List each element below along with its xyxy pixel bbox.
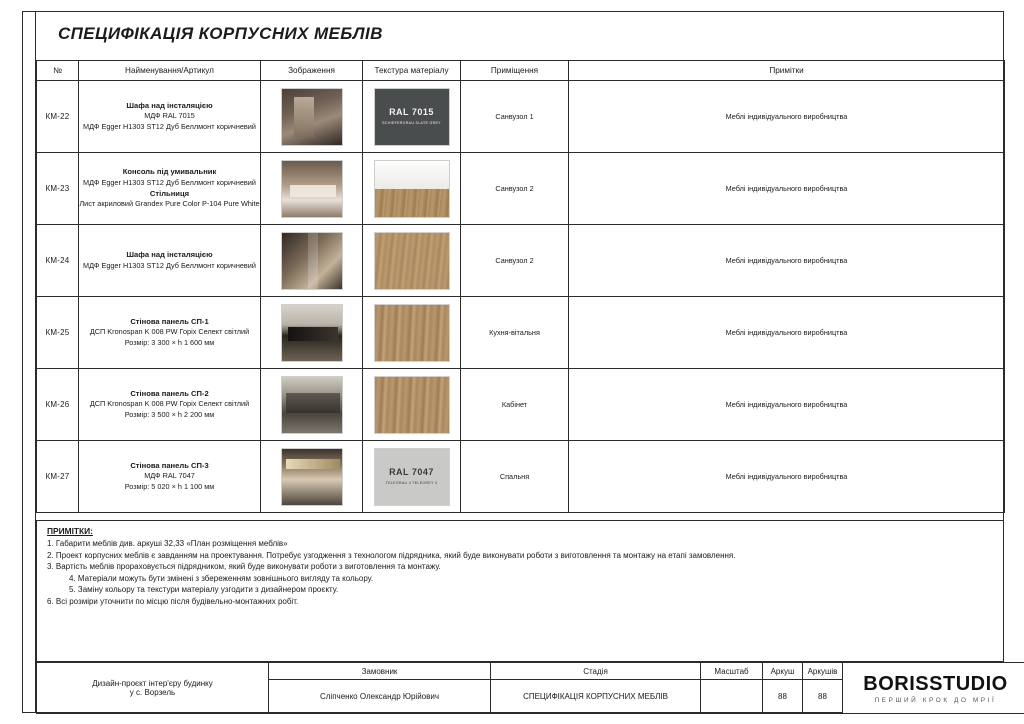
table-row xyxy=(37,225,1005,297)
row-name xyxy=(79,369,261,441)
row-number: КМ-27 xyxy=(37,441,79,513)
row-image xyxy=(261,297,363,369)
row-room: Санвузол 1 xyxy=(461,81,569,153)
project-object-line-1: Дизайн-проєкт інтер'єру будинку xyxy=(92,679,213,688)
row-name-line-2: Лист акриловий Grandex Pure Color P-104 Pure White xyxy=(79,199,260,209)
page-title: СПЕЦИФІКАЦІЯ КОРПУСНИХ МЕБЛІВ xyxy=(58,24,383,43)
notes-list xyxy=(47,538,993,608)
row-name-line-1: МДФ RAL 7015 xyxy=(144,111,195,121)
table-row xyxy=(37,81,1005,153)
furniture-photo-thumbnail xyxy=(281,88,343,146)
row-number: КМ-24 xyxy=(37,225,79,297)
note-item: 3. Вартість меблів прораховується підрядником, який буде виконувати роботи з виготовлення та монтажу. xyxy=(47,562,441,572)
sheets-value: 88 xyxy=(803,680,843,714)
header-num: № xyxy=(37,61,79,81)
texture-swatch-wood xyxy=(374,304,450,362)
logo-tagline: ПЕРШИЙ КРОК ДО МРІЇ xyxy=(874,696,997,704)
row-texture xyxy=(363,369,461,441)
row-texture xyxy=(363,153,461,225)
table-header-row xyxy=(37,61,1005,81)
texture-swatch-ral xyxy=(374,448,450,506)
row-name xyxy=(79,297,261,369)
customer-value: Сліпченко Олександр Юрійович xyxy=(269,680,491,714)
row-name-line-2: Розмір: 3 300 × h 1 600 мм xyxy=(124,337,215,347)
logo-wrapper xyxy=(843,663,1024,713)
row-note: Меблі індивідуального виробництва xyxy=(569,153,1005,225)
sheet-value: 88 xyxy=(763,680,803,714)
row-texture xyxy=(363,297,461,369)
stage-value: СПЕЦИФІКАЦІЯ КОРПУСНИХ МЕБЛІВ xyxy=(491,680,701,714)
row-name xyxy=(79,153,261,225)
note-item: 6. Всі розміри уточнити по місцю після будівельно-монтажних робіт. xyxy=(47,596,299,606)
table-row xyxy=(37,369,1005,441)
furniture-photo-thumbnail xyxy=(281,448,343,506)
stage-label: Стадія xyxy=(491,663,701,680)
note-item: 5. Заміну кольору та текстури матеріалу узгодити з дизайнером проєкту. xyxy=(69,585,339,595)
scale-value xyxy=(701,680,763,714)
project-object xyxy=(37,663,269,714)
header-image: Зображення xyxy=(261,61,363,81)
row-note: Меблі індивідуального виробництва xyxy=(569,369,1005,441)
row-name xyxy=(79,81,261,153)
note-item: 1. Габарити меблів див. аркуші 32,33 «План розміщення меблів» xyxy=(47,539,288,548)
ral-code-label: RAL 7047 xyxy=(389,467,434,477)
sheet-label: Аркуш xyxy=(763,663,803,680)
ral-name-label: SCHIEFERGRAU SLATE GREY xyxy=(382,121,441,125)
row-name xyxy=(79,441,261,513)
row-room: Санвузол 2 xyxy=(461,153,569,225)
note-item: 2. Проект корпусних меблів є завданням на проектування. Потребує узгодження з технологом підрядника, який буде виконувати роботи з виготовлення та монтажу на етапі замовлення. xyxy=(47,550,736,560)
row-image xyxy=(261,81,363,153)
ral-code-label: RAL 7015 xyxy=(389,107,434,117)
title-block xyxy=(36,662,1024,714)
customer-label: Замовник xyxy=(269,663,491,680)
row-name-line-1: МДФ Egger H1303 ST12 Дуб Беллмонт коричневий xyxy=(83,260,256,270)
notes-block xyxy=(36,520,1004,662)
row-room: Спальня xyxy=(461,441,569,513)
sheets-label: Аркушів xyxy=(803,663,843,680)
row-name-line-1: ДСП Kronospan K 008 PW Горіх Селект світлий xyxy=(89,399,250,409)
texture-swatch-wood xyxy=(375,189,449,217)
furniture-photo-thumbnail xyxy=(281,376,343,434)
row-note: Меблі індивідуального виробництва xyxy=(569,297,1005,369)
title-block-header-row xyxy=(37,663,1024,680)
row-name-title: Шафа над інсталяцією xyxy=(126,249,213,259)
texture-swatch-wood xyxy=(374,232,450,290)
table-row xyxy=(37,441,1005,513)
row-name-line-2: Розмір: 3 500 × h 2 200 мм xyxy=(124,409,215,419)
studio-logo xyxy=(843,663,1024,714)
texture-swatch-white xyxy=(375,161,449,189)
furniture-photo-thumbnail xyxy=(281,304,343,362)
row-texture xyxy=(363,225,461,297)
row-note: Меблі індивідуального виробництва xyxy=(569,81,1005,153)
row-name-line-1: ДСП Kronospan K 008 PW Горіх Селект світлий xyxy=(89,327,250,337)
row-number: КМ-23 xyxy=(37,153,79,225)
row-number: КМ-22 xyxy=(37,81,79,153)
row-note: Меблі індивідуального виробництва xyxy=(569,225,1005,297)
table-row xyxy=(37,153,1005,225)
texture-swatch-wood xyxy=(374,376,450,434)
specification-table xyxy=(36,60,1005,513)
project-object-line-2: у с. Ворзель xyxy=(129,688,176,697)
row-room: Санвузол 2 xyxy=(461,225,569,297)
texture-swatch-ral xyxy=(374,88,450,146)
header-texture: Текстура матеріалу xyxy=(363,61,461,81)
table-row xyxy=(37,297,1005,369)
row-name-line-1: МДФ RAL 7047 xyxy=(144,471,195,481)
row-name-title: Шафа над інсталяцією xyxy=(126,100,213,110)
row-name-line-2: Розмір: 5 020 × h 1 100 мм xyxy=(124,481,215,491)
row-name-line-2: МДФ Egger H1303 ST12 Дуб Беллмонт коричневий xyxy=(83,121,256,131)
row-name xyxy=(79,225,261,297)
note-item: 4. Матеріали можуть бути змінені з збереженням зовнішнього вигляду та кольору. xyxy=(69,573,374,583)
row-number: КМ-25 xyxy=(37,297,79,369)
row-name-title: Консоль під умивальник xyxy=(122,167,217,177)
ral-name-label: TELEGRAU 4 TELEGREY 4 xyxy=(385,481,438,485)
row-texture xyxy=(363,441,461,513)
row-number: КМ-26 xyxy=(37,369,79,441)
furniture-photo-thumbnail xyxy=(281,160,343,218)
row-image xyxy=(261,369,363,441)
furniture-photo-thumbnail xyxy=(281,232,343,290)
row-name-title: Стінова панель СП-3 xyxy=(130,460,209,470)
logo-title: BORISSTUDIO xyxy=(863,672,1008,695)
header-name: Найменування/Артикул xyxy=(79,61,261,81)
row-texture xyxy=(363,81,461,153)
row-name-title: Стінова панель СП-1 xyxy=(130,316,209,326)
row-name-title: Стінова панель СП-2 xyxy=(130,388,209,398)
row-name-line-1: МДФ Egger H1303 ST12 Дуб Беллмонт коричневий xyxy=(83,177,256,187)
row-image xyxy=(261,441,363,513)
header-notes: Примітки xyxy=(569,61,1005,81)
row-image xyxy=(261,153,363,225)
row-room: Кабінет xyxy=(461,369,569,441)
notes-title: ПРИМІТКИ: xyxy=(47,526,93,536)
texture-swatch-split xyxy=(374,160,450,218)
row-image xyxy=(261,225,363,297)
row-note: Меблі індивідуального виробництва xyxy=(569,441,1005,513)
row-name-title-2: Стільниця xyxy=(149,188,190,198)
scale-label: Масштаб xyxy=(701,663,763,680)
header-room: Приміщення xyxy=(461,61,569,81)
row-room: Кухня-вітальня xyxy=(461,297,569,369)
